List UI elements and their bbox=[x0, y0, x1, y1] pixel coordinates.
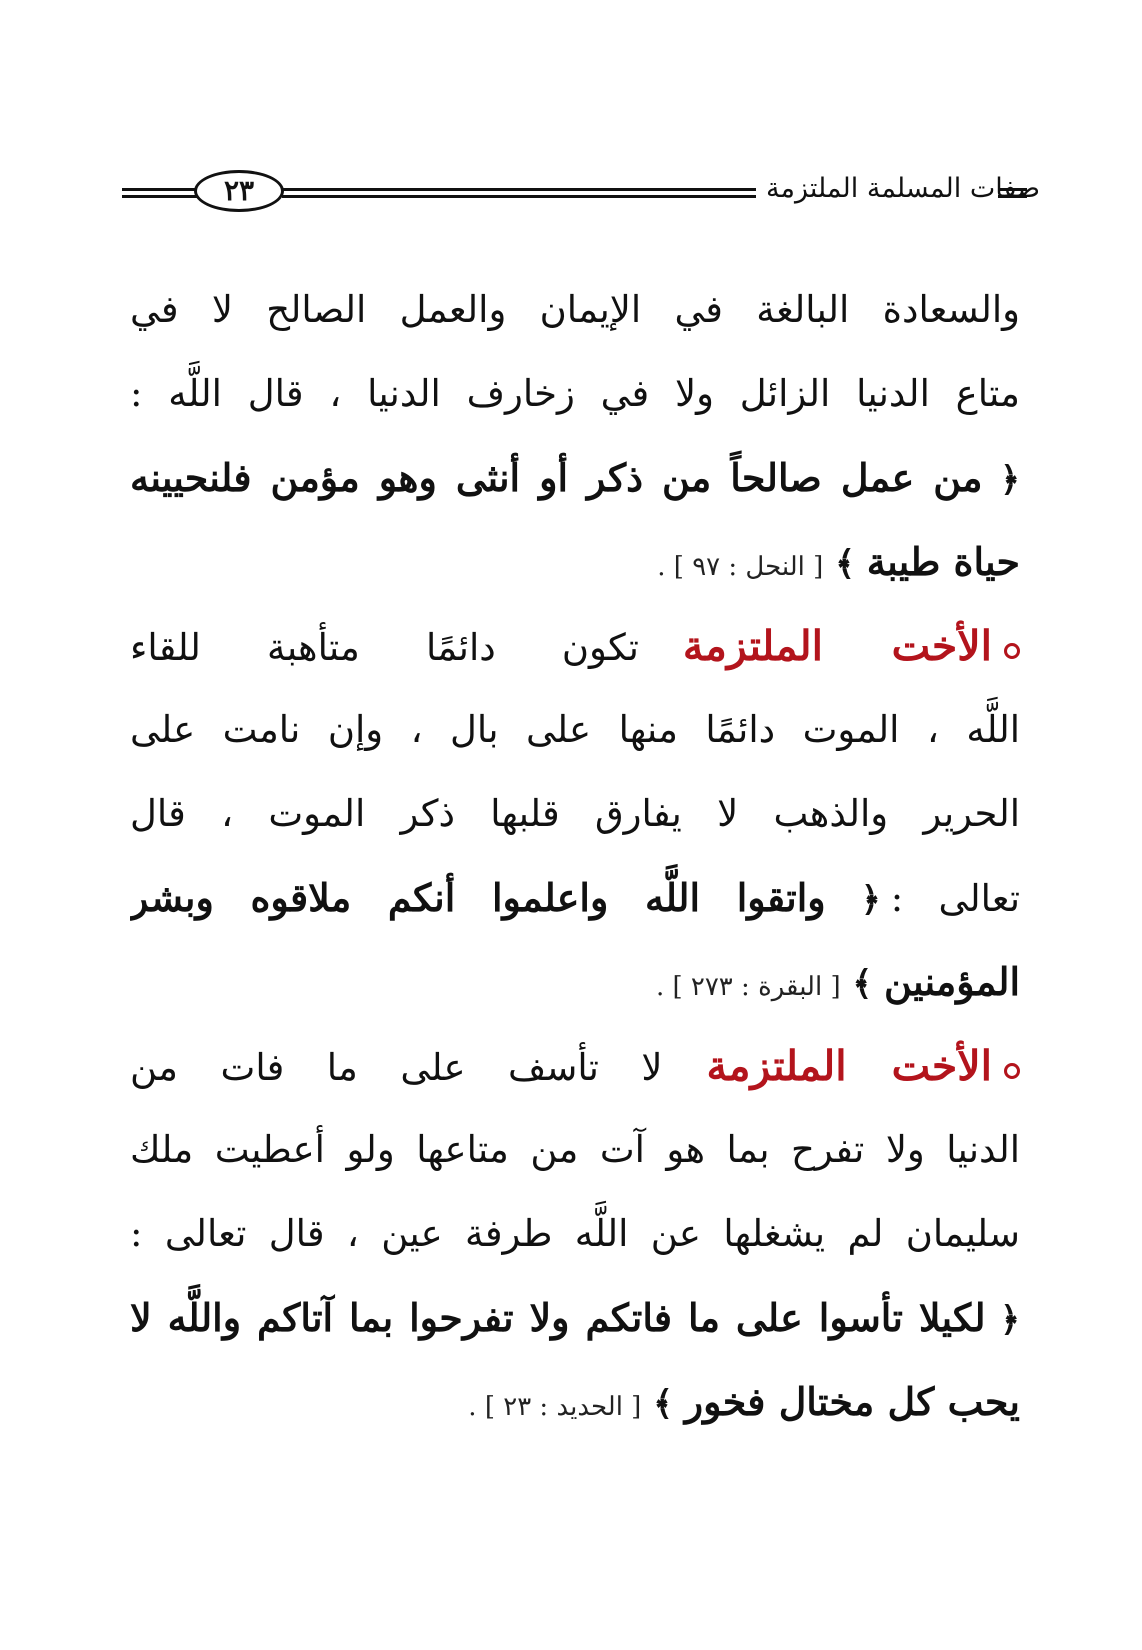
header-rule-right bbox=[998, 188, 1027, 198]
quran-verse-text: يحب كل مختال فخور bbox=[684, 1379, 1020, 1424]
section-heading: الأخت الملتزمة bbox=[682, 622, 993, 670]
text-line: سليمان لم يشغلها عن اللَّه طرفة عين ، قال تعالى : bbox=[130, 1212, 1020, 1255]
text-run: تكون دائمًا متأهبة للقاء bbox=[130, 626, 639, 669]
text-line: اللَّه ، الموت دائمًا منها على بال ، وإن نامت على bbox=[130, 708, 1020, 751]
quran-verse-line bbox=[130, 436, 1020, 520]
quran-verse-text: المؤمنين bbox=[884, 959, 1020, 1004]
text-line: الحرير والذهب لا يفارق قلبها ذكر الموت ، قال bbox=[130, 792, 1020, 835]
open-verse-bracket: ﴿ bbox=[860, 880, 881, 920]
text-run: لا تأسف على ما فات من bbox=[130, 1046, 663, 1089]
text-line: والسعادة البالغة في الإيمان والعمل الصالح لا في bbox=[130, 288, 1020, 331]
quran-verse-text: من عمل صالحاً من ذكر أو أنثى وهو مؤمن فلنحيينه bbox=[130, 455, 983, 500]
quran-verse-line bbox=[130, 940, 1020, 1024]
quran-verse-line bbox=[130, 856, 1020, 940]
page-body bbox=[130, 268, 1020, 1444]
verse-citation: [ البقرة : ٢٧٣ ] . bbox=[655, 972, 841, 1002]
close-verse-bracket: ﴾ bbox=[653, 1384, 674, 1424]
page-header bbox=[122, 168, 1041, 218]
open-verse-bracket: ﴿ bbox=[1000, 1300, 1020, 1340]
header-rule-middle bbox=[282, 188, 756, 198]
quran-verse-text: حياة طيبة bbox=[866, 539, 1020, 584]
text-line: الدنيا ولا تفرح بما هو آت من متاعها ولو أعطيت ملك bbox=[130, 1128, 1020, 1171]
quran-verse-text: لكيلا تأسوا على ما فاتكم ولا تفرحوا بما آتاكم واللَّه لا bbox=[130, 1295, 986, 1340]
section-heading: الأخت الملتزمة bbox=[706, 1042, 993, 1090]
verse-citation: [ الحديد : ٢٣ ] . bbox=[468, 1392, 642, 1422]
section-heading-line bbox=[130, 1024, 1020, 1108]
header-rule-left bbox=[122, 188, 198, 198]
quran-verse-line bbox=[130, 1276, 1020, 1360]
page-number-badge: ٢٣ bbox=[194, 170, 284, 212]
quran-verse-line bbox=[130, 520, 1020, 604]
text-line: متاع الدنيا الزائل ولا في زخارف الدنيا ، قال اللَّه : bbox=[130, 372, 1020, 415]
quran-verse-line bbox=[130, 1360, 1020, 1444]
close-verse-bracket: ﴾ bbox=[835, 544, 855, 584]
section-heading-line bbox=[130, 604, 1020, 688]
circle-bullet-icon bbox=[1004, 643, 1020, 659]
close-verse-bracket: ﴾ bbox=[852, 964, 873, 1004]
running-title: صفات المسلمة الملتزمة bbox=[766, 173, 1041, 204]
quran-verse-text: واتقوا اللَّه واعلموا أنكم ملاقوه وبشر bbox=[130, 875, 826, 920]
open-verse-bracket: ﴿ bbox=[1000, 460, 1020, 500]
text-run: تعالى : bbox=[890, 877, 1020, 920]
circle-bullet-icon bbox=[1004, 1063, 1020, 1079]
verse-citation: [ النحل : ٩٧ ] . bbox=[657, 552, 824, 582]
